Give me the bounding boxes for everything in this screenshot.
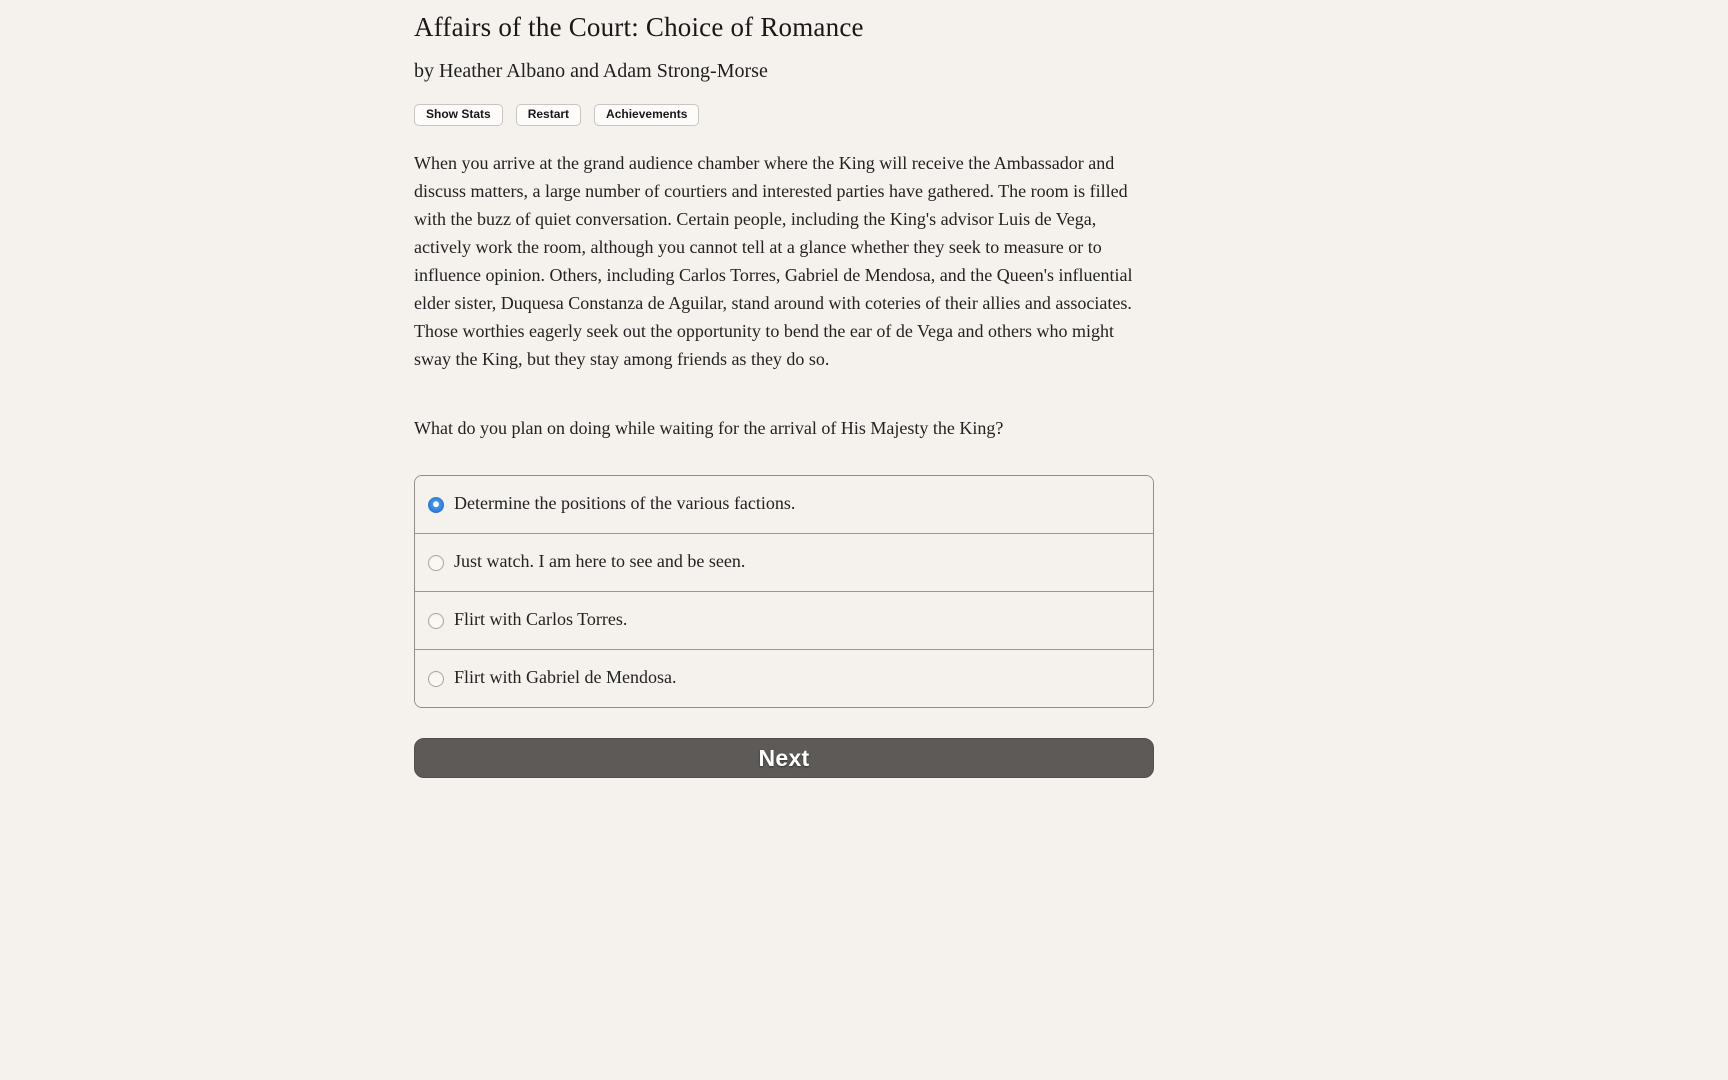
radio-button[interactable]	[428, 497, 444, 513]
next-button-label: Next	[758, 744, 810, 771]
choice-option-label[interactable]: Flirt with Gabriel de Mendosa.	[454, 667, 677, 687]
next-button[interactable]	[414, 738, 1154, 778]
show-stats-button[interactable]: Show Stats	[414, 104, 503, 126]
story-paragraph: When you arrive at the grand audience chamber where the King will receive the Ambassador and discuss matters, a large number of courtiers and interested parties have gathered. The room is filled with the buzz of quiet conversation. Certain people, including the King's advisor Luis de Vega, actively work the room, although you cannot tell at a glance whether they seek to measure or to influence opinion. Others, including Carlos Torres, Gabriel de Mendosa, and the Queen's influential elder sister, Duquesa Constanza de Aguilar, stand around with coteries of their allies and associates. Those worthies eagerly seek out the opportunity to bend the ear of de Vega and others who might sway the King, but they stay among friends as they do so.	[414, 153, 1133, 369]
restart-button[interactable]: Restart	[516, 104, 581, 126]
choice-option-label[interactable]: Determine the positions of the various factions.	[454, 493, 796, 513]
choice-option-label[interactable]: Just watch. I am here to see and be seen.	[454, 551, 746, 571]
choice-option-row[interactable]	[415, 533, 1153, 591]
toolbar	[414, 104, 699, 126]
choice-option-row[interactable]	[415, 476, 1153, 533]
radio-button[interactable]	[428, 613, 444, 629]
choice-option-row[interactable]	[415, 649, 1153, 707]
story-question: What do you plan on doing while waiting for the arrival of His Majesty the King?	[414, 418, 1004, 438]
page-title: Affairs of the Court: Choice of Romance	[414, 12, 864, 42]
radio-button[interactable]	[428, 671, 444, 687]
choice-option-label[interactable]: Flirt with Carlos Torres.	[454, 609, 628, 629]
choice-options-group	[414, 475, 1154, 708]
choice-option-row[interactable]	[415, 591, 1153, 649]
radio-button[interactable]	[428, 555, 444, 571]
achievements-button[interactable]: Achievements	[594, 104, 699, 126]
content-column	[414, 0, 1154, 1080]
author-byline: by Heather Albano and Adam Strong-Morse	[414, 60, 768, 82]
